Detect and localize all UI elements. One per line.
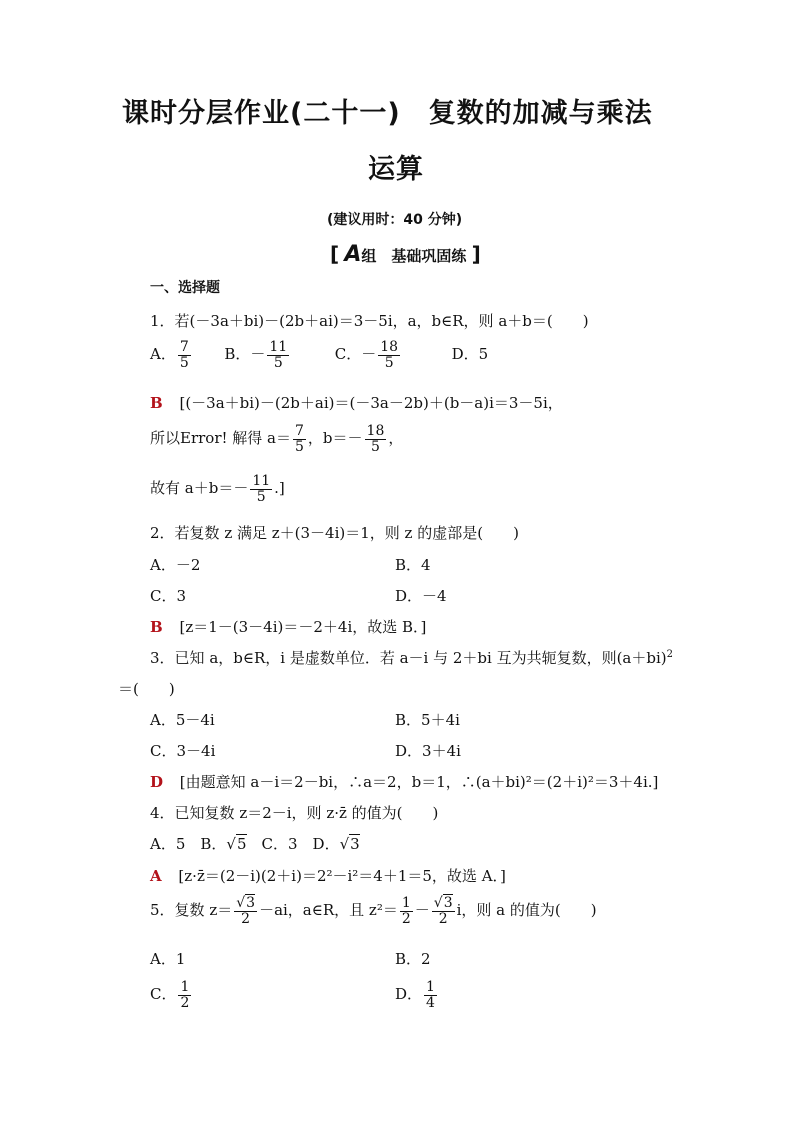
- option-b: B．5＋4i: [395, 711, 460, 729]
- question-1-solution-line2: 所以Error! 解得 a＝ $\frac{7}{5}$ ，b＝－ $\frac{18}{5}$ ，: [150, 423, 404, 455]
- section-label: 一、选择题: [150, 280, 220, 296]
- group-text: 组 基础巩固练: [361, 247, 467, 265]
- suggested-time: (建议用时：40 分钟): [327, 212, 463, 228]
- option-d: D． $\frac{1}{4}$: [395, 979, 435, 1011]
- question-2-solution: B [z＝1－(3－4i)＝－2＋4i，故选 B．]: [150, 618, 427, 636]
- answer-letter: B: [150, 394, 163, 412]
- question-1-options: [150, 340, 488, 370]
- question-text: 若(－3a＋bi)－(2b＋ai)＝3－5i，a，b∈R，则 a＋b＝( ): [174, 312, 589, 330]
- question-2-stem: 2．若复数 z 满足 z＋(3－4i)＝1，则 z 的虚部是( ): [150, 524, 519, 542]
- option-c: C．3: [150, 587, 187, 605]
- option-c: C．－ $\frac{18}{5}$: [334, 339, 399, 371]
- option-a: A．－2: [150, 556, 201, 574]
- solution-text: [(－3a＋bi)－(2b＋ai)＝(－3a－2b)＋(b－a)i＝3－5i，: [179, 394, 563, 412]
- answer-letter: D: [150, 773, 164, 791]
- option-c: C．3－4i: [150, 742, 216, 760]
- question-4-solution: A [z·z̄＝(2－i)(2＋i)＝2²－i²＝4＋1＝5，故选 A．]: [150, 867, 506, 885]
- option-d: D．－4: [395, 587, 447, 605]
- question-4-options: A．5 B．√5 C．3 D．√3: [150, 835, 360, 853]
- question-1-solution: [150, 394, 563, 412]
- question-5-stem: 5．复数 z＝ $\frac{√3}{2}$ －ai，a∈R，且 z²＝ $\frac{1}{2}$ － $\frac{√3}{2}$ i，则 a 的值为( ): [150, 895, 597, 927]
- question-3-solution: D [由题意知 a－i＝2－bi，∴a＝2，b＝1，∴(a＋bi)²＝(2＋i)²＝3＋4i.]: [150, 773, 659, 791]
- option-a: A．5－4i: [150, 711, 215, 729]
- answer-letter: B: [150, 618, 163, 636]
- option-d: D．5: [451, 345, 489, 364]
- question-1-solution-line3: 故有 a＋b＝－ $\frac{11}{5}$ .]: [150, 473, 285, 505]
- question-1-stem: [150, 312, 589, 330]
- answer-letter: A: [150, 867, 162, 885]
- question-3-stem-cont: ＝( ): [118, 680, 175, 698]
- option-d: D．3＋4i: [395, 742, 461, 760]
- option-b: B．－ $\frac{11}{5}$: [224, 339, 288, 371]
- option-b: B．2: [395, 950, 431, 968]
- page-title-continued: 运算: [368, 154, 424, 185]
- question-4-stem: 4．已知复数 z＝2－i，则 z·z̄ 的值为( ): [150, 804, 439, 822]
- question-number: 1．: [150, 312, 175, 330]
- question-3-stem: 3．已知 a，b∈R，i 是虚数单位．若 a－i 与 2＋bi 互为共轭复数，则$(a+bi)^2$: [150, 649, 674, 667]
- group-label: [ A组 基础巩固练 ]: [330, 242, 481, 267]
- option-a: A．1: [150, 950, 186, 968]
- option-c: C． $\frac{1}{2}$: [150, 979, 190, 1011]
- option-b: B．4: [395, 556, 431, 574]
- group-letter: A: [344, 242, 362, 267]
- page-title: 课时分层作业(二十一) 复数的加减与乘法: [122, 98, 653, 129]
- option-a: A． $\frac{7}{5}$: [150, 339, 189, 371]
